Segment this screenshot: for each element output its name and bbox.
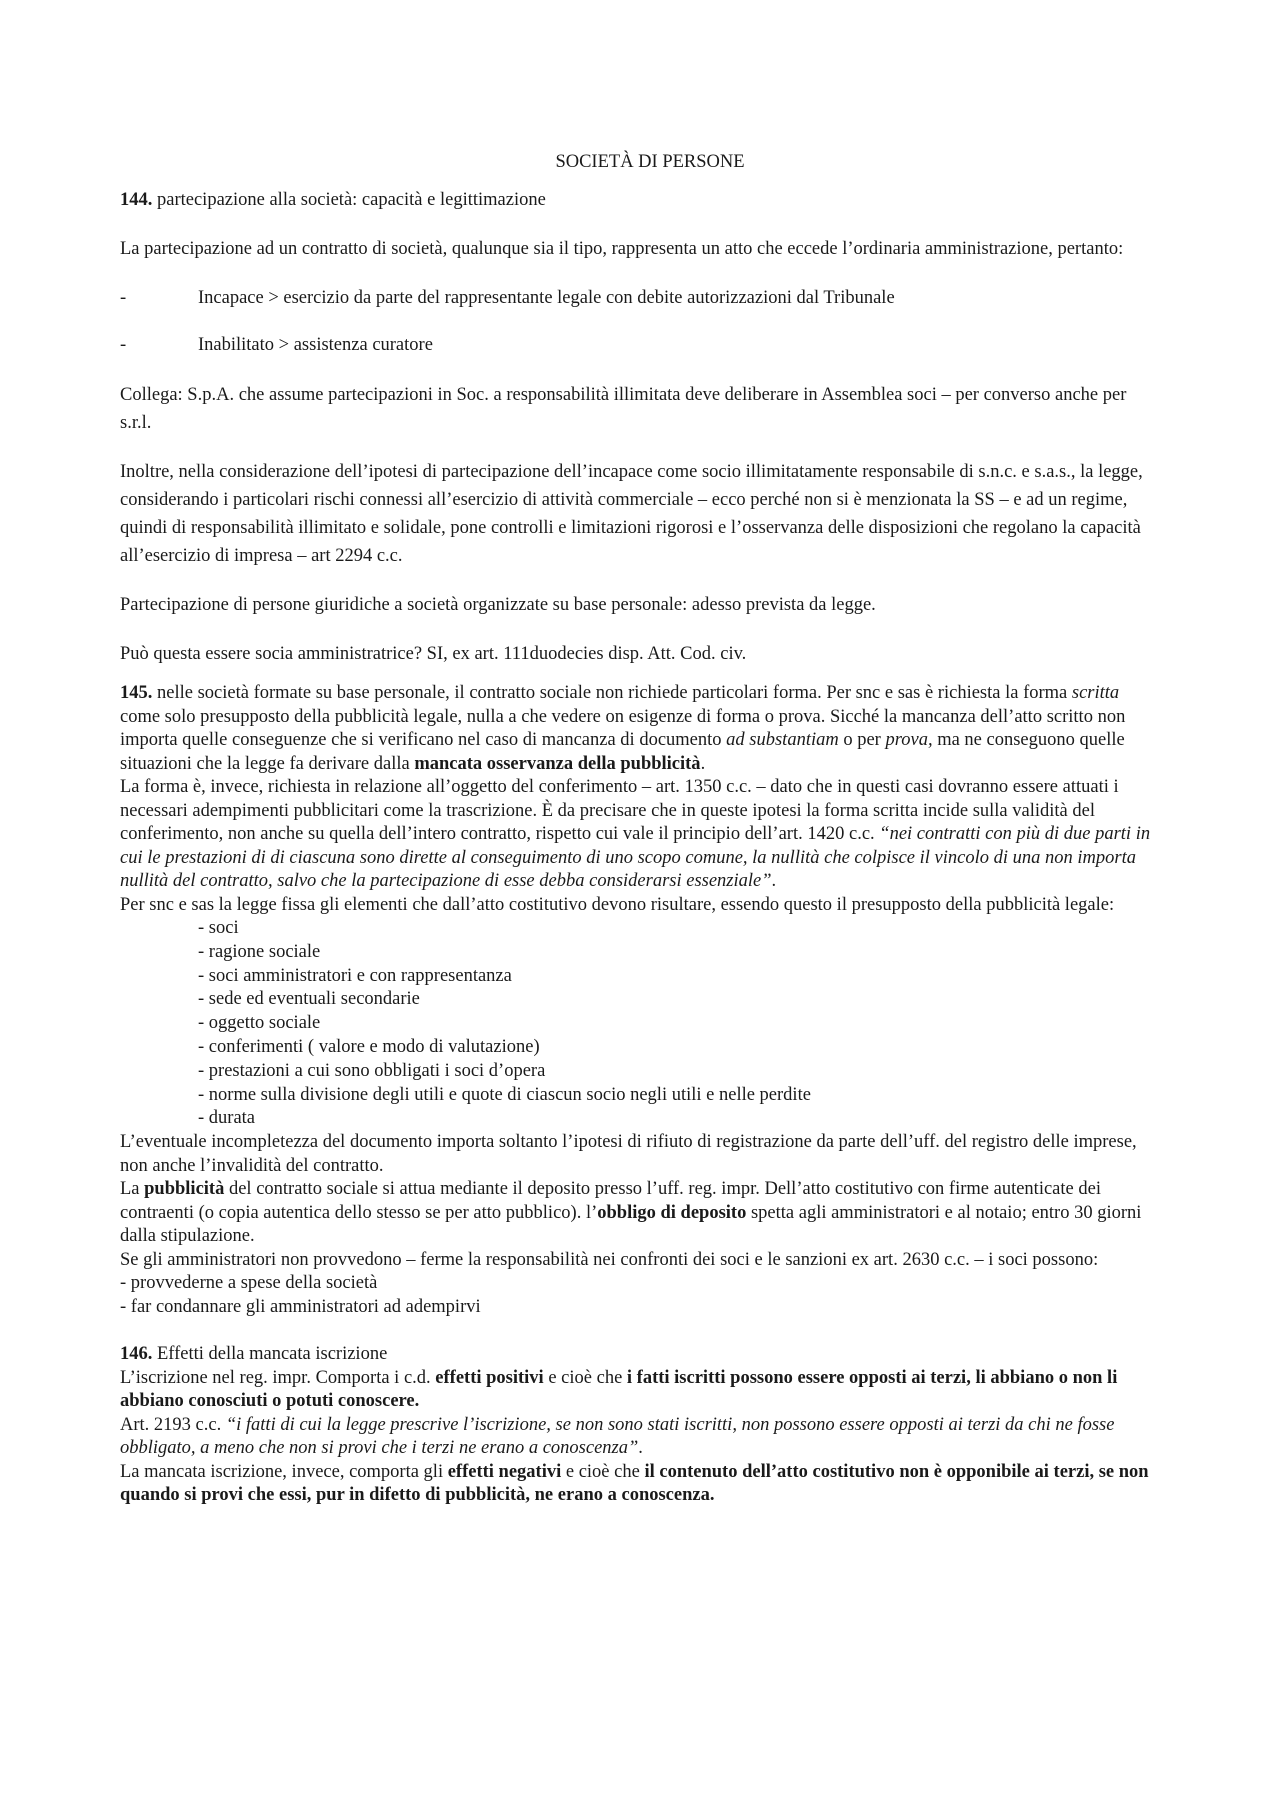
section-heading-text: Effetti della mancata iscrizione <box>152 1344 388 1365</box>
section-number: 145. <box>120 683 153 703</box>
document-title: SOCIETÀ DI PERSONE <box>555 152 745 172</box>
bold-run: effetti positivi <box>435 1367 544 1388</box>
list-item: - soci amministratori e con rappresentanza <box>198 965 512 986</box>
paragraph <box>120 682 1160 776</box>
list-item: - soci <box>198 918 239 938</box>
document-body <box>120 148 1160 1508</box>
text-run: e cioè che <box>543 1367 627 1388</box>
required-elements-list <box>120 917 1160 1131</box>
paragraph <box>120 1178 1160 1249</box>
bold-run: i fatti iscritti possono essere opposti ai terzi, li abbiano o non li abbiano conosciuti o potuti conoscere. <box>120 1367 1118 1412</box>
list-item-text: Incapace > esercizio da parte del rappresentante legale con debite autorizzazioni dal Tribunale <box>198 288 895 308</box>
list-item: - prestazioni a cui sono obbligati i soci d’opera <box>198 1060 546 1081</box>
list-item: - far condannare gli amministratori ad adempirvi <box>120 1296 481 1317</box>
quote-italic: “nei contratti con più di due parti in cui le prestazioni di di ciascuna sono dirette al conseguimento di uno scopo comune, la nullità che colpisce il vincolo di una non importa nullità del contratto, salvo che la partecipazione di esse debba considerarsi essenziale” <box>120 824 1151 891</box>
bold-run: obbligo di deposito <box>597 1202 747 1223</box>
text-run: L’iscrizione nel reg. impr. Comporta i c.d. <box>120 1367 436 1388</box>
paragraph: Può questa essere socia amministratrice? SI, ex art. 111duodecies disp. Att. Cod. civ. <box>120 644 747 664</box>
section-number: 144. <box>120 190 153 210</box>
spacer <box>120 1319 1160 1343</box>
section-heading-text: partecipazione alla società: capacità e legittimazione <box>152 190 546 210</box>
bold-run: mancata osservanza della pubblicità <box>414 753 701 774</box>
list-item <box>120 284 1160 312</box>
text-run: del contratto sociale si attua mediante il deposito presso l’uff. reg. impr. Dell’atto costitutivo con firme autenticate dei contraenti (o copia autentica dello stesso se per atto pubblico). l’ <box>120 1179 1101 1223</box>
text-run: e cioè che <box>561 1461 645 1482</box>
section-number: 146. <box>120 1344 153 1365</box>
text-run: La mancata iscrizione, invece, comporta gli <box>120 1461 448 1482</box>
text-run: . <box>700 753 706 774</box>
bold-run: pubblicità <box>144 1179 225 1200</box>
paragraph <box>120 1414 1160 1461</box>
paragraph: Partecipazione di persone giuridiche a società organizzate su base personale: adesso prevista da legge. <box>120 595 876 615</box>
paragraph: Collega: S.p.A. che assume partecipazioni in Soc. a responsabilità illimitata deve deliberare in Assemblea soci – per converso anche per s.r.l. <box>120 385 1127 433</box>
text-run: nelle società formate su base personale, il contratto sociale non richiede particolari forma. Per snc e sas è richiesta la forma <box>152 683 1072 703</box>
list-dash: - <box>120 288 127 308</box>
list-item: - durata <box>198 1108 256 1129</box>
list-item: - norme sulla divisione degli utili e quote di ciascun socio negli utili e nelle perdite <box>198 1084 811 1105</box>
quote-italic: “i fatti di cui la legge prescrive l’iscrizione, se non sono stati iscritti, non possono essere opposti ai terzi da chi ne fosse obbligato, a meno che non si provi che i terzi ne erano a conoscenza” <box>120 1414 1115 1459</box>
paragraph: La partecipazione ad un contratto di società, qualunque sia il tipo, rappresenta un atto che eccede l’ordinaria amministrazione, pertanto: <box>120 239 1124 259</box>
list-item: - conferimenti ( valore e modo di valutazione) <box>198 1036 540 1057</box>
text-run: ma ne conseguono quelle situazioni che la legge fa derivare dalla <box>120 730 1125 774</box>
italic-run: ad substantiam <box>726 730 839 750</box>
paragraph: Se gli amministratori non provvedono – ferme la responsabilità nei confronti dei soci e le sanzioni ex art. 2630 c.c. – i soci possono: <box>120 1249 1099 1270</box>
paragraph: L’eventuale incompletezza del documento importa soltanto l’ipotesi di rifiuto di registrazione da parte dell’uff. del registro delle imprese, non anche l’invalidità del contratto. <box>120 1132 1137 1176</box>
text-run: spetta agli amministratori e al notaio; entro 30 giorni dalla stipulazione. <box>120 1202 1142 1247</box>
list-item: - ragione sociale <box>198 941 321 962</box>
paragraph: Per snc e sas la legge fissa gli elementi che dall’atto costitutivo devono risultare, essendo questo il presupposto della pubblicità legale: <box>120 894 1115 915</box>
section-144-heading <box>120 186 1160 214</box>
text-run: Art. 2193 c.c. <box>120 1414 226 1435</box>
bold-run: il contenuto dell’atto costitutivo non è opponibile ai terzi, se non quando si provi che essi, pur in difetto di pubblicità, ne erano a conoscenza. <box>120 1461 1149 1506</box>
italic-run: prova, <box>885 730 933 750</box>
text-run: . <box>638 1438 643 1459</box>
paragraph <box>120 1367 1160 1414</box>
italic-run: scritta <box>1071 683 1120 703</box>
text-run: come solo presupposto della pubblicità legale, nulla a che vedere on esigenze di forma o prova. Sicché la mancanza dell’atto scritto non importa quelle conseguenze che si verificano nel caso di mancanza di documento <box>120 706 1126 750</box>
paragraph <box>120 1461 1160 1508</box>
list-item <box>120 331 1160 359</box>
section-145 <box>120 682 1160 1508</box>
list-item: - sede ed eventuali secondarie <box>198 989 420 1010</box>
text-run: La forma è, invece, richiesta in relazione all’oggetto del conferimento – art. 1350 c.c. – dato che in questi casi dovranno essere attuati i necessari adempimenti pubblicitari come la trascrizione. È da precisare che in queste ipotesi la forma scritta incide sulla validità del conferimento, non anche su quella dell’intero contratto, rispetto cui vale il principio dell’art. 1420 c.c. <box>120 777 1119 844</box>
paragraph: Inoltre, nella considerazione dell’ipotesi di partecipazione dell’incapace come socio illimitatamente responsabile di s.n.c. e s.a.s., la legge, considerando i particolari rischi connessi all’esercizio di attività commerciale – ecco perché non si è menzionata la SS – e ad un regime, quindi di responsabilità illimitato e solidale, pone controlli e limitazioni rigorosi e l’osservanza delle disposizioni che regolano la capacità all’esercizio di impresa – art 2294 c.c. <box>120 462 1143 566</box>
list-item: - oggetto sociale <box>198 1013 321 1034</box>
paragraph <box>120 776 1160 894</box>
section-146-heading <box>120 1343 1160 1367</box>
list-item: - provvederne a spese della società <box>120 1273 378 1294</box>
bold-run: effetti negativi <box>447 1461 562 1482</box>
text-run: La <box>120 1179 145 1200</box>
text-run: . <box>771 871 777 891</box>
text-run: o per <box>838 730 886 750</box>
list-dash: - <box>120 335 127 355</box>
list-item-text: Inabilitato > assistenza curatore <box>198 335 433 355</box>
